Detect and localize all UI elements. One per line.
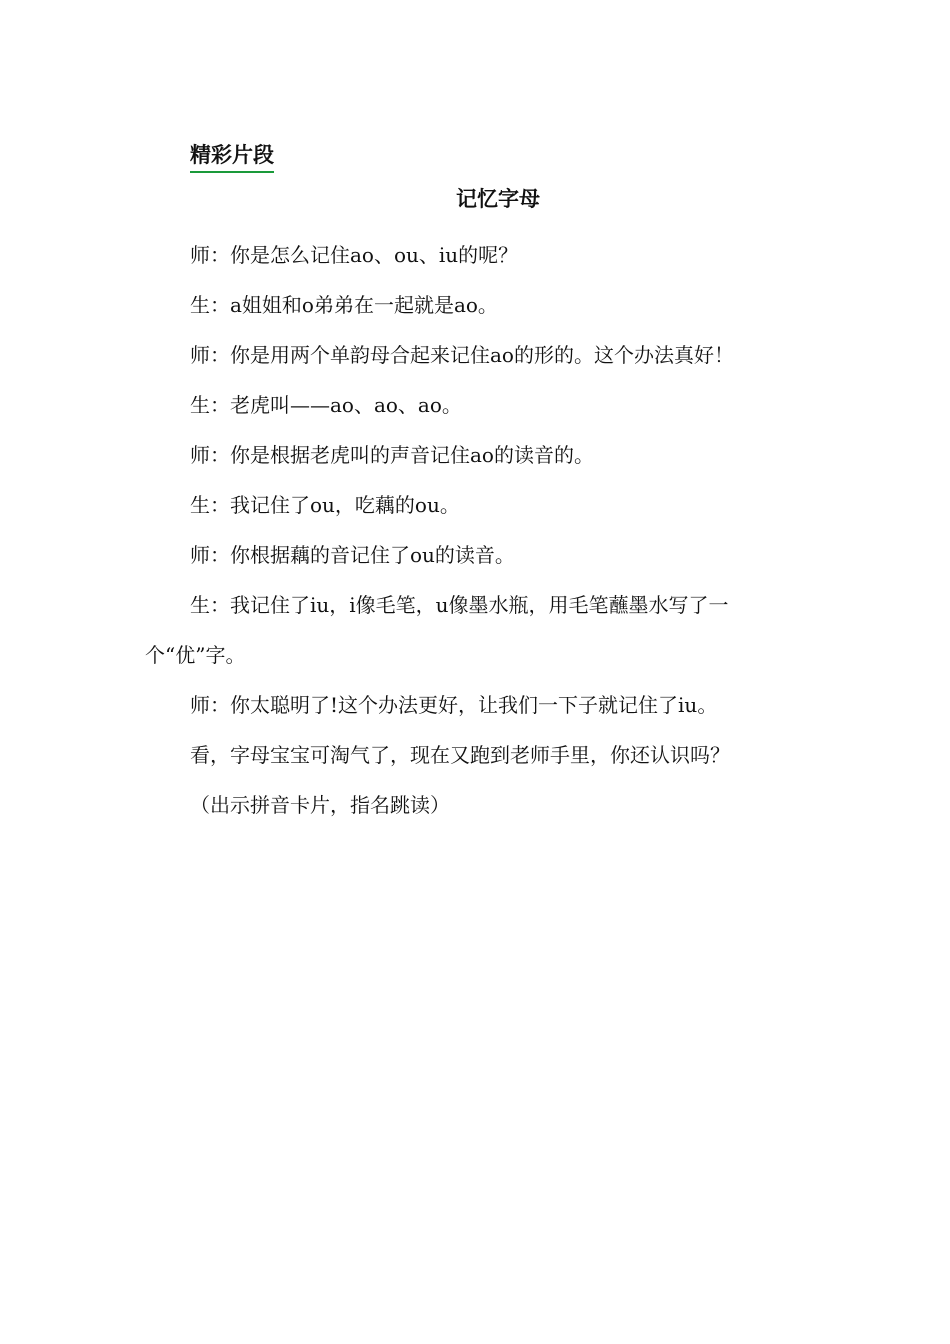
paragraph-student-ou: 生：我记住了ou，吃藕的ou。 xyxy=(190,493,460,517)
paragraph-student-iu: 生：我记住了iu，i像毛笔，u像墨水瓶，用毛笔蘸墨水写了一个“优”字。 xyxy=(145,593,729,667)
paragraph-teacher-question: 师：你是怎么记住ao、ou、iu的呢？ xyxy=(190,243,519,267)
section-title: 精彩片段 xyxy=(190,140,274,173)
paragraph-student-tiger: 生：老虎叫——ao、ao、ao。 xyxy=(190,393,462,417)
dialogue-body xyxy=(145,230,817,830)
paragraph-teacher-praise: 师：你是用两个单韵母合起来记住ao的形的。这个办法真好！ xyxy=(190,343,734,367)
paragraph-student-answer-ao: 生：a姐姐和o弟弟在一起就是ao。 xyxy=(190,293,498,317)
paragraph-teacher-ou: 师：你根据藕的音记住了ou的读音。 xyxy=(190,543,515,567)
paragraph-stage-direction: （出示拼音卡片，指名跳读） xyxy=(190,793,450,817)
paragraph-narration: 看，字母宝宝可淘气了，现在又跑到老师手里，你还认识吗？ xyxy=(190,743,730,767)
document-heading: 记忆字母 xyxy=(456,187,540,211)
paragraph-teacher-tiger: 师：你是根据老虎叫的声音记住ao的读音的。 xyxy=(190,443,594,467)
paragraph-teacher-iu: 师：你太聪明了!这个办法更好，让我们一下子就记住了iu。 xyxy=(190,693,718,717)
